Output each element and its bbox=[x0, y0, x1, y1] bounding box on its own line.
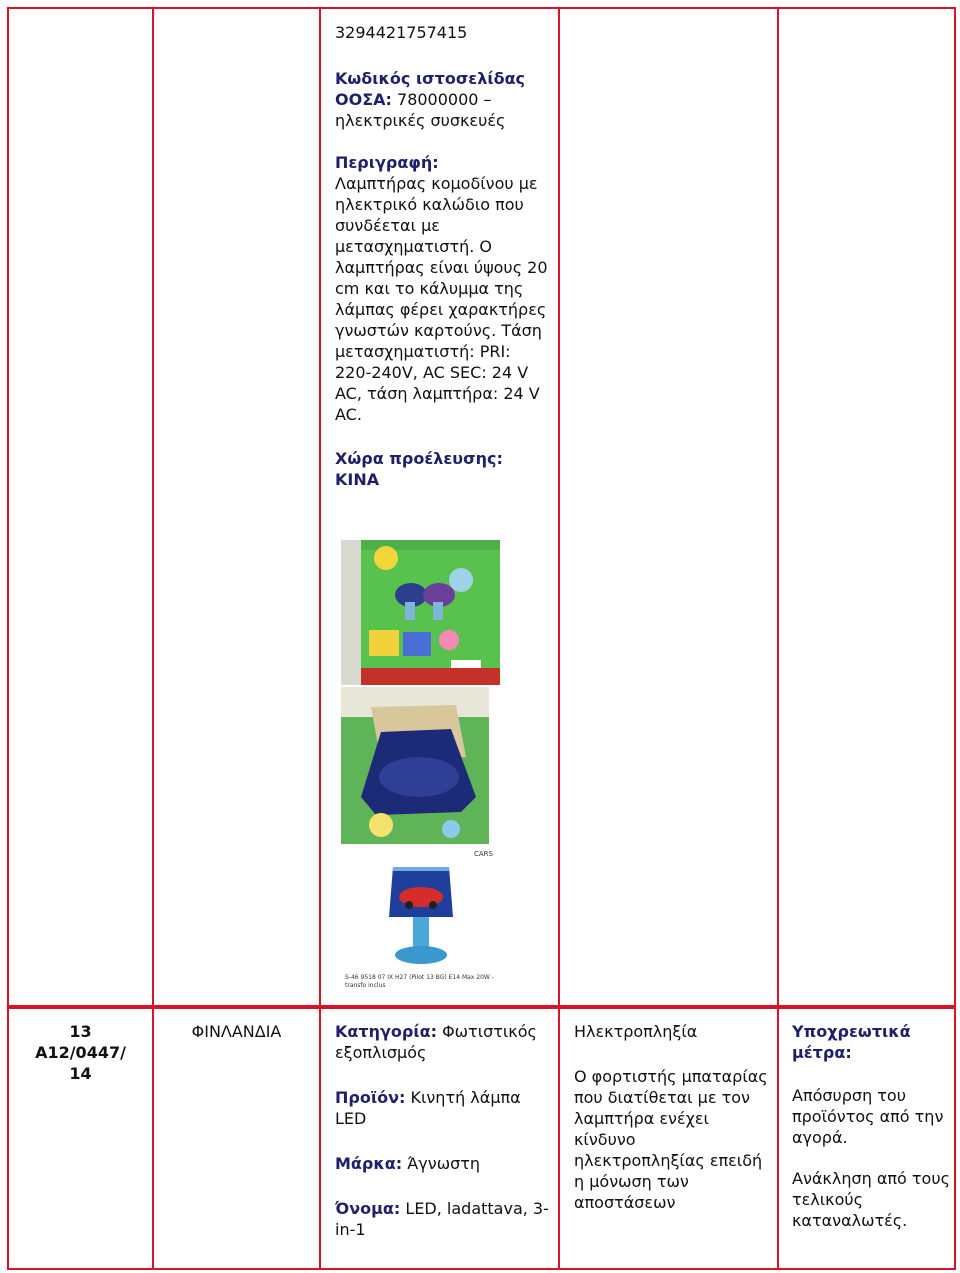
column-divider bbox=[152, 9, 154, 1007]
measure-withdrawal: Απόσυρση του προϊόντος από την αγορά. bbox=[792, 1086, 944, 1147]
reference-cell bbox=[9, 1007, 152, 1268]
origin-value: ΚΙΝΑ bbox=[335, 470, 380, 489]
product-cell bbox=[321, 1007, 558, 1268]
category-label: Κατηγορία: bbox=[335, 1022, 437, 1041]
photo-caption: CARS bbox=[474, 850, 493, 858]
record-reference-year: 14 bbox=[69, 1064, 92, 1083]
risk-cell bbox=[560, 1007, 777, 1268]
risk-description: Ο φορτιστής μπαταρίας που διατίθεται με τον λαμπτήρα ενέχει κίνδυνο ηλεκτροπληξίας επειδή η μόνωση των αποστάσεων bbox=[574, 1067, 768, 1212]
name-label: Όνομα: bbox=[335, 1199, 401, 1218]
origin-label: Χώρα προέλευσης: bbox=[335, 449, 503, 468]
notifying-country: ΦΙΝΛΑΝΔΙΑ bbox=[191, 1022, 282, 1041]
record-number: 13 bbox=[69, 1022, 92, 1041]
record-reference: A12/0447/ bbox=[35, 1043, 126, 1062]
name-value: LED, ladattava, 3-in-1 bbox=[335, 1199, 549, 1239]
photo-label-text: S-46 9518 07 IX H27 (Pilot 13 BG) E14 Max 20W - transfo inclus bbox=[345, 974, 494, 989]
coicop-label: Κωδικός ιστοσελίδας ΟΟΣΑ: bbox=[335, 69, 526, 109]
measures-label: Υποχρεωτικά μέτρα: bbox=[792, 1022, 911, 1062]
column-divider bbox=[777, 9, 779, 1007]
category-value: Φωτιστικός εξοπλισμός bbox=[335, 1022, 537, 1062]
product-photo-packaging-front bbox=[341, 540, 500, 685]
product-photo-cars-lamp bbox=[341, 847, 500, 997]
measures-cell bbox=[779, 1007, 954, 1268]
description-text: Λαμπτήρας κομοδίνου με ηλεκτρικό καλώδιο που συνδέεται με μετασχηματιστή. Ο λαμπτήρας είναι ύψους 20 cm και το κάλυμμα της λάμπας φέρει χαρακτήρες γνωστών καρτούνς. Τάση μετασχηματιστή: PRI: 220-240V, AC SEC: 24 V AC, τάση λαμπτήρα: 24 V AC. bbox=[335, 174, 548, 424]
measure-recall: Ανάκληση από τους τελικούς καταναλωτές. bbox=[792, 1169, 950, 1230]
product-barcode: 3294421757415 bbox=[335, 23, 468, 42]
product-details-cell bbox=[321, 9, 558, 1007]
coicop-value: 78000000 – ηλεκτρικές συσκευές bbox=[335, 90, 506, 130]
record-row-2 bbox=[7, 1005, 956, 1270]
product-label: Προϊόν: bbox=[335, 1088, 406, 1107]
product-value: Κινητή λάμπα LED bbox=[335, 1088, 521, 1128]
description-label: Περιγραφή: bbox=[335, 153, 439, 172]
coicop-block bbox=[335, 68, 549, 131]
product-photo-lamp-shade bbox=[341, 687, 489, 844]
country-cell bbox=[154, 1007, 319, 1268]
risk-type: Ηλεκτροπληξία bbox=[574, 1022, 698, 1041]
column-divider bbox=[558, 9, 560, 1007]
record-row-1 bbox=[7, 7, 956, 1009]
brand-label: Μάρκα: bbox=[335, 1154, 403, 1173]
brand-value: Άγνωστη bbox=[407, 1154, 481, 1173]
